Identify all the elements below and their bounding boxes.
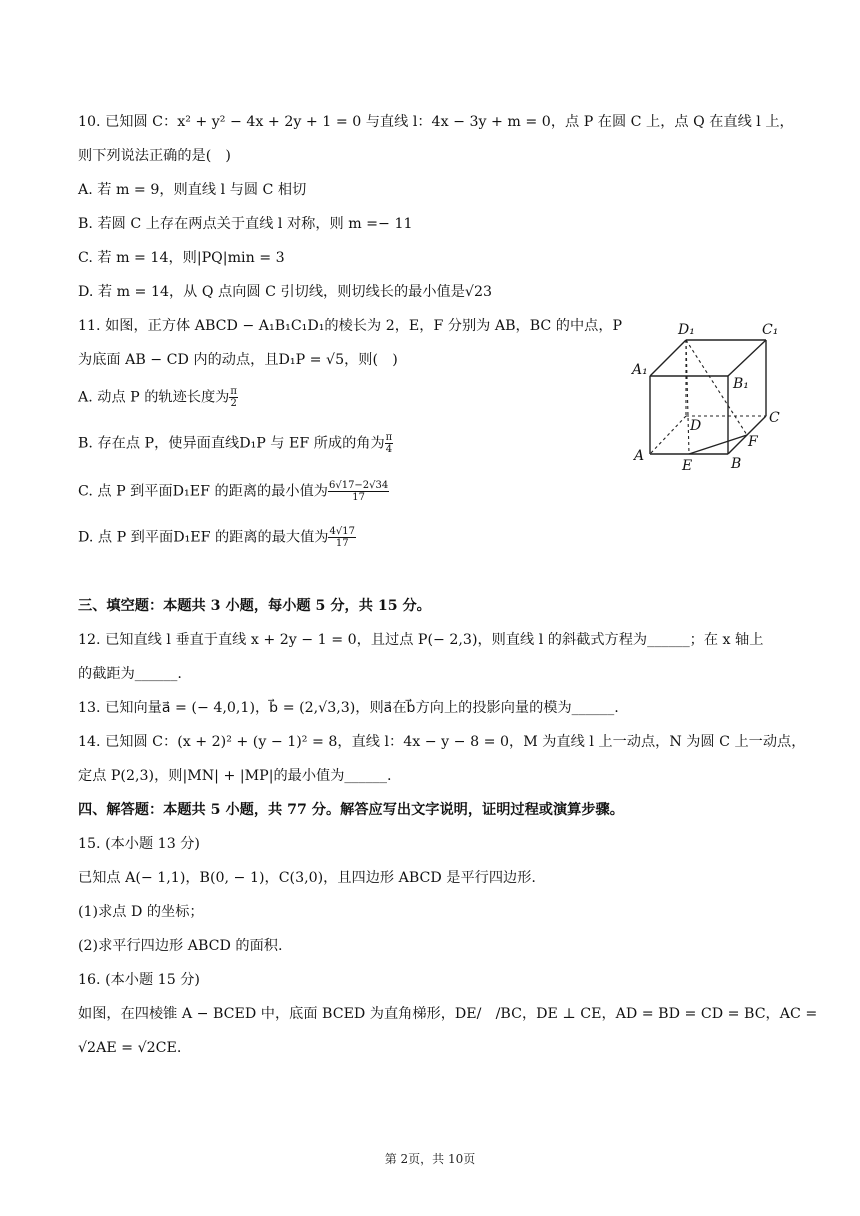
- q16-line1: 如图，在四棱锥 A − BCED 中，底面 BCED 为直角梯形，DE/ /BC，DE ⊥ CE，AD = BD = CD = BC，AC =: [78, 1006, 818, 1022]
- q12-line1: 12. 已知直线 l 垂直于直线 x + 2y − 1 = 0，且过点 P(− 2,3)，则直线 l 的斜截式方程为______；在 x 轴上: [78, 632, 764, 648]
- label-d: D: [690, 418, 702, 434]
- label-c: C: [769, 410, 780, 426]
- edge-a1d1: [650, 340, 686, 376]
- q11-option-d-fraction: $\frac{4√17}{17}$: [329, 526, 355, 549]
- q11-option-b-text: B. 存在点 P，使异面直线D₁P 与 EF 所成的角为: [78, 435, 385, 452]
- label-b: B: [731, 456, 742, 472]
- q11-option-d: [78, 526, 356, 549]
- q15-body: 已知点 A(− 1,1)，B(0, − 1)，C(3,0)，且四边形 ABCD 是平行四边形.: [78, 870, 536, 886]
- q16-line2: √2AE = √2CE.: [78, 1040, 182, 1056]
- label-a: A: [634, 448, 645, 464]
- label-d1: D₁: [678, 322, 695, 338]
- q12-line2: 的截距为______.: [78, 666, 182, 682]
- page-footer: 第 2页，共 10页: [384, 1152, 476, 1166]
- q15-part2: (2)求平行四边形 ABCD 的面积.: [78, 938, 283, 954]
- q14-line2: 定点 P(2,3)，则|MN| + |MP|的最小值为______.: [78, 768, 392, 784]
- label-e: E: [682, 458, 693, 474]
- q10-stem-line2: 则下列说法正确的是( ): [78, 148, 231, 164]
- q10-option-b: B. 若圆 C 上存在两点关于直线 l 对称，则 m =− 11: [78, 216, 413, 232]
- q11-stem-line1: 11. 如图，正方体 ABCD − A₁B₁C₁D₁的棱长为 2，E，F 分别为 AB，BC 的中点，P: [78, 318, 623, 334]
- q16-header: 16. (本小题 15 分): [78, 972, 200, 988]
- q11-option-a-text: A. 动点 P 的轨迹长度为: [78, 389, 230, 406]
- q11-option-c-fraction: $\frac{6√17-2√34}{17}$: [328, 480, 389, 503]
- q14-line1: 14. 已知圆 C：(x + 2)² + (y − 1)² = 8，直线 l：4x − y − 8 = 0，M 为直线 l 上一动点，N 为圆 C 上一动点，: [78, 734, 806, 750]
- edge-c1b1: [728, 340, 766, 376]
- q10-option-a: A. 若 m = 9，则直线 l 与圆 C 相切: [78, 182, 307, 198]
- label-b1: B₁: [733, 376, 749, 392]
- q10-option-c: C. 若 m = 14，则|PQ|min = 3: [78, 250, 285, 266]
- section-4-heading: 四、解答题：本题共 5 小题，共 77 分。解答应写出文字说明，证明过程或演算步骤。: [78, 802, 624, 818]
- label-a1: A₁: [632, 362, 648, 378]
- q11-option-d-text: D. 点 P 到平面D₁EF 的距离的最大值为: [78, 529, 329, 546]
- q11-stem-line2: 为底面 AB − CD 内的动点，且D₁P = √5，则( ): [78, 352, 398, 368]
- cube-figure: [628, 312, 788, 476]
- q10-option-d: D. 若 m = 14，从 Q 点向圆 C 引切线，则切线长的最小值是√23: [78, 284, 492, 300]
- label-c1: C₁: [762, 322, 779, 338]
- hidden-edge-da: [650, 416, 686, 454]
- label-f: F: [748, 434, 758, 450]
- q11-option-a-fraction: $\frac{\pi}{2}$: [230, 386, 237, 409]
- q11-option-b-fraction: $\frac{\pi}{4}$: [385, 432, 393, 455]
- q15-part1: (1)求点 D 的坐标；: [78, 904, 204, 920]
- q13-line: 13. 已知向量a⃗ = (− 4,0,1)，b⃗ = (2,√3,3)，则a⃗在b⃗方向上的投影向量的模为______.: [78, 700, 619, 716]
- q11-option-b: [78, 432, 393, 455]
- q11-option-a: [78, 386, 238, 409]
- q15-header: 15. (本小题 13 分): [78, 836, 200, 852]
- q10-stem-line1: 10. 已知圆 C：x² + y² − 4x + 2y + 1 = 0 与直线 l：4x − 3y + m = 0，点 P 在圆 C 上，点 Q 在直线 l 上，: [78, 114, 794, 130]
- section-3-heading: 三、填空题：本题共 3 小题，每小题 5 分，共 15 分。: [78, 598, 431, 614]
- q11-option-c: [78, 480, 389, 503]
- q11-option-c-text: C. 点 P 到平面D₁EF 的距离的最小值为: [78, 483, 328, 500]
